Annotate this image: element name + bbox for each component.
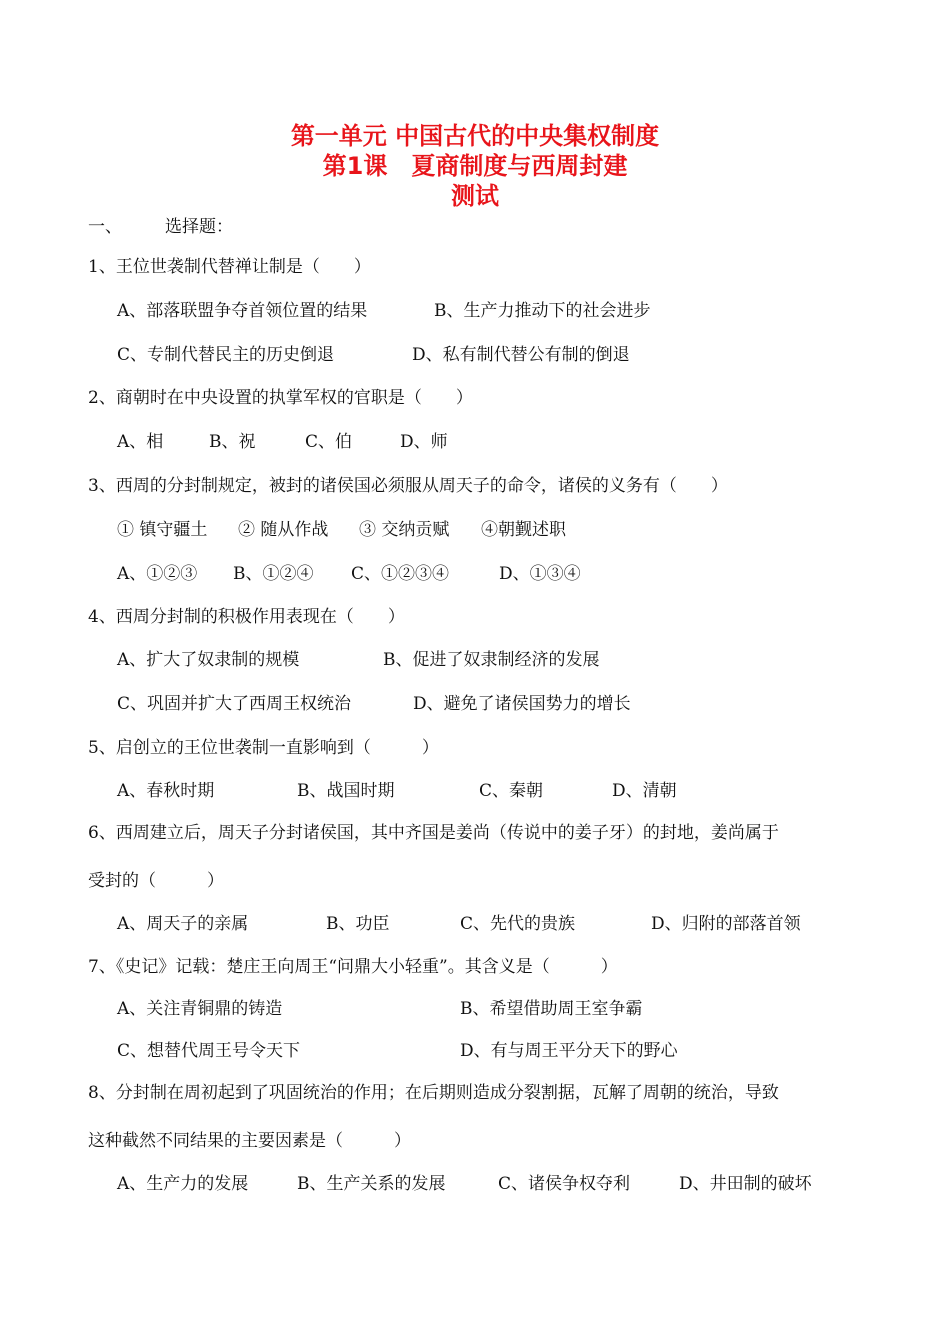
option-d: D、师 xyxy=(400,432,448,452)
option-b: B、①②④ xyxy=(233,564,314,584)
question-2-stem: 2、商朝时在中央设置的执掌军权的官职是（ ） xyxy=(88,388,473,408)
option-c: C、专制代替民主的历史倒退 xyxy=(117,345,335,365)
option-a: A、周天子的亲属 xyxy=(117,914,249,934)
question-8-stem-line-2: 这种截然不同结果的主要因素是（ ） xyxy=(88,1131,411,1151)
question-6-stem-line-2: 受封的（ ） xyxy=(88,871,224,891)
option-c: C、想替代周王号令天下 xyxy=(117,1041,301,1061)
option-b: B、生产力推动下的社会进步 xyxy=(434,301,651,321)
question-7-stem: 7、《史记》记载：楚庄王向周王“问鼎大小轻重”。其含义是（ ） xyxy=(88,957,618,977)
option-a: A、春秋时期 xyxy=(117,781,215,801)
option-d: D、有与周王平分天下的野心 xyxy=(460,1041,678,1061)
option-c: C、诸侯争权夺利 xyxy=(498,1174,631,1194)
option-d: D、避免了诸侯国势力的增长 xyxy=(413,694,631,714)
option-b: B、生产关系的发展 xyxy=(297,1174,446,1194)
item-1: ① 镇守疆土 xyxy=(117,520,208,540)
option-d: D、归附的部落首领 xyxy=(651,914,801,934)
question-5-stem: 5、启创立的王位世袭制一直影响到（ ） xyxy=(88,738,439,758)
option-a: A、相 xyxy=(117,432,164,452)
option-a: A、①②③ xyxy=(117,564,198,584)
section-number: 一、 xyxy=(88,217,122,237)
option-a: A、生产力的发展 xyxy=(117,1174,249,1194)
question-1-stem: 1、王位世袭制代替禅让制是（ ） xyxy=(88,257,371,277)
option-c: C、先代的贵族 xyxy=(460,914,576,934)
option-d: D、①③④ xyxy=(499,564,581,584)
option-a: A、部落联盟争夺首领位置的结果 xyxy=(117,301,368,321)
option-d: D、私有制代替公有制的倒退 xyxy=(412,345,630,365)
question-4-stem: 4、西周分封制的积极作用表现在（ ） xyxy=(88,607,405,627)
option-b: B、功臣 xyxy=(326,914,390,934)
option-c: C、①②③④ xyxy=(351,564,450,584)
option-c: C、秦朝 xyxy=(479,781,544,801)
option-b: B、希望借助周王室争霸 xyxy=(460,999,643,1019)
test-title: 测试 xyxy=(451,182,499,210)
question-6-stem-line-1: 6、西周建立后，周天子分封诸侯国，其中齐国是姜尚（传说中的姜子牙）的封地，姜尚属于 xyxy=(88,823,779,843)
option-d: D、清朝 xyxy=(612,781,677,801)
section-label: 选择题： xyxy=(165,217,233,237)
option-d: D、井田制的破坏 xyxy=(679,1174,812,1194)
item-4: ④朝觐述职 xyxy=(481,520,566,540)
item-3: ③ 交纳贡赋 xyxy=(359,520,450,540)
option-c: C、伯 xyxy=(305,432,353,452)
option-b: B、战国时期 xyxy=(297,781,395,801)
option-a: A、关注青铜鼎的铸造 xyxy=(117,999,283,1019)
lesson-title: 第1课 夏商制度与西周封建 xyxy=(322,152,628,180)
option-b: B、促进了奴隶制经济的发展 xyxy=(383,650,600,670)
question-8-stem-line-1: 8、分封制在周初起到了巩固统治的作用；在后期则造成分裂割据，瓦解了周朝的统治，导致 xyxy=(88,1083,779,1103)
unit-title: 第一单元 中国古代的中央集权制度 xyxy=(290,122,660,150)
item-2: ② 随从作战 xyxy=(238,520,329,540)
option-b: B、祝 xyxy=(209,432,256,452)
option-c: C、巩固并扩大了西周王权统治 xyxy=(117,694,352,714)
question-3-stem: 3、西周的分封制规定，被封的诸侯国必须服从周天子的命令，诸侯的义务有（ ） xyxy=(88,476,728,496)
option-a: A、扩大了奴隶制的规模 xyxy=(117,650,300,670)
